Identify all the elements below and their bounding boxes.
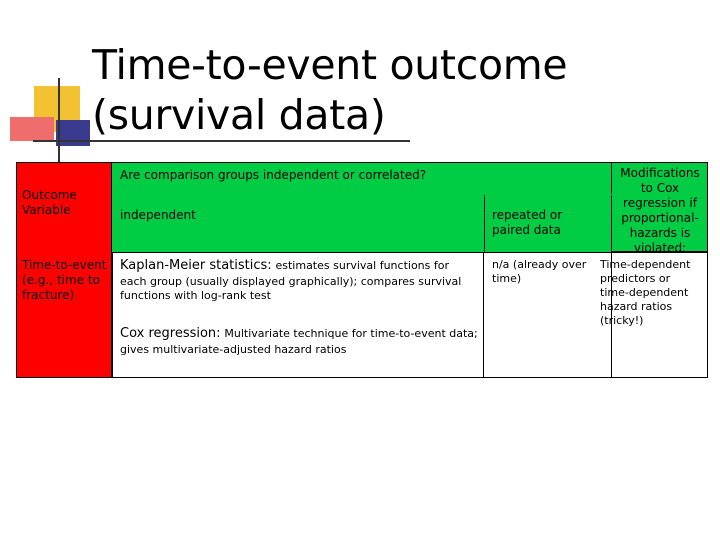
header-row-divider bbox=[112, 194, 612, 195]
kaplan-meier-label: Kaplan-Meier statistics: bbox=[120, 258, 272, 273]
title-underline bbox=[33, 140, 410, 142]
kaplan-meier-desc-2: each group (usually displayed graphically); compares survival functions with log-rank test bbox=[120, 275, 462, 302]
logo-vertical-line bbox=[58, 78, 60, 164]
comparison-question: Are comparison groups independent or correlated? bbox=[120, 168, 427, 182]
kaplan-meier-desc-1: estimates survival functions for bbox=[275, 259, 449, 272]
time-dependent-text: Time-dependent predictors or time-dependent hazard ratios (tricky!) bbox=[600, 258, 691, 327]
logo-pink-square bbox=[10, 117, 54, 141]
not-applicable-text: n/a (already over time) bbox=[492, 258, 587, 285]
row-label-time-to-event: Time-to-event (e.g., time to fracture) bbox=[22, 258, 107, 302]
statistics-table bbox=[16, 162, 708, 378]
header-column-divider bbox=[484, 194, 485, 252]
independent-header: independent bbox=[120, 208, 196, 222]
logo-blue-square bbox=[56, 120, 90, 146]
slide-title bbox=[92, 40, 652, 140]
modifications-header: Modifications to Cox regression if proportional-hazards is violated: bbox=[620, 166, 700, 255]
cox-regression-label: Cox regression: bbox=[120, 326, 221, 341]
kaplan-meier-text bbox=[120, 258, 480, 273]
cox-regression-desc-1: Multivariate technique for time-to-event data; bbox=[224, 327, 478, 340]
repeated-header: repeated or paired data bbox=[492, 208, 563, 237]
title-line-2: (survival data) bbox=[92, 91, 386, 139]
cox-regression-desc-2: gives multivariate-adjusted hazard ratios bbox=[120, 343, 347, 356]
outcome-variable-header: Outcome Variable bbox=[22, 188, 77, 217]
cox-regression-text bbox=[120, 326, 484, 341]
title-line-1: Time-to-event outcome bbox=[92, 41, 568, 89]
